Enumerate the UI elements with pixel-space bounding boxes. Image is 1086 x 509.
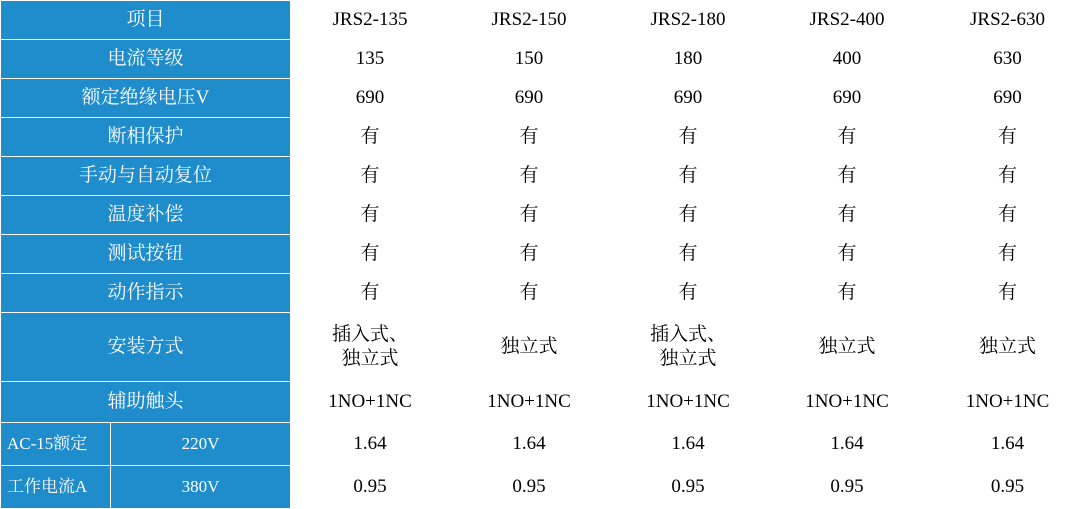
table-row [1, 118, 1086, 157]
cell-value: 有 [768, 274, 927, 313]
cell-value: 1NO+1NC [927, 382, 1086, 423]
cell-value: 150 [450, 40, 609, 79]
cell-value-installation [768, 313, 927, 382]
table-row-aux-contacts [1, 382, 1086, 423]
cell-value: 690 [291, 79, 450, 118]
cell-value: 有 [609, 196, 768, 235]
cell-value: 有 [291, 157, 450, 196]
cell-value: 有 [609, 274, 768, 313]
row-label-trip-indication: 动作指示 [1, 274, 291, 313]
row-label-rated-insulation-voltage: 额定绝缘电压V [1, 79, 291, 118]
cell-value: 有 [291, 196, 450, 235]
row-label-ac15-220v: 220V [111, 423, 291, 466]
row-label-manual-auto-reset: 手动与自动复位 [1, 157, 291, 196]
row-label-ac15-380v: 380V [111, 466, 291, 509]
cell-value: 690 [450, 79, 609, 118]
cell-line-1: 插入式、 [294, 323, 446, 347]
table-row [1, 40, 1086, 79]
header-model-1: JRS2-150 [450, 1, 609, 40]
table-row [1, 157, 1086, 196]
cell-value-installation [450, 313, 609, 382]
header-item-label: 项目 [1, 1, 291, 40]
cell-line-2: 独立式 [294, 347, 446, 371]
table-row-ac15-220v [1, 423, 1086, 466]
cell-line-1: 独立式 [771, 335, 923, 359]
cell-value: 有 [450, 118, 609, 157]
cell-value: 有 [768, 196, 927, 235]
table-row [1, 235, 1086, 274]
cell-value: 有 [291, 274, 450, 313]
cell-value: 有 [450, 157, 609, 196]
cell-value: 有 [450, 235, 609, 274]
cell-value-installation [291, 313, 450, 382]
cell-value: 0.95 [927, 466, 1086, 509]
cell-value: 1NO+1NC [609, 382, 768, 423]
cell-value: 1NO+1NC [450, 382, 609, 423]
cell-value: 有 [609, 157, 768, 196]
row-label-auxiliary-contacts: 辅助触头 [1, 382, 291, 423]
row-label-ac15-line1: AC-15额定 [1, 423, 111, 466]
header-model-3: JRS2-400 [768, 1, 927, 40]
cell-value: 0.95 [291, 466, 450, 509]
cell-value: 1.64 [927, 423, 1086, 466]
row-label-current-grade: 电流等级 [1, 40, 291, 79]
cell-value: 1.64 [291, 423, 450, 466]
cell-line-2: 独立式 [612, 347, 764, 371]
cell-value: 690 [927, 79, 1086, 118]
cell-value: 有 [450, 196, 609, 235]
cell-value-installation [927, 313, 1086, 382]
cell-value-installation [609, 313, 768, 382]
table-row [1, 79, 1086, 118]
cell-value: 有 [291, 118, 450, 157]
cell-value: 有 [291, 235, 450, 274]
cell-value: 135 [291, 40, 450, 79]
row-label-ac15-line2: 工作电流A [1, 466, 111, 509]
cell-line-1: 独立式 [930, 335, 1085, 359]
header-model-2: JRS2-180 [609, 1, 768, 40]
cell-value: 有 [927, 274, 1086, 313]
cell-value: 有 [768, 157, 927, 196]
cell-line-1: 插入式、 [612, 323, 764, 347]
cell-value: 690 [609, 79, 768, 118]
table-row [1, 274, 1086, 313]
cell-value: 180 [609, 40, 768, 79]
cell-value: 有 [927, 235, 1086, 274]
cell-value: 有 [927, 157, 1086, 196]
cell-value: 1NO+1NC [768, 382, 927, 423]
table-header-row [1, 1, 1086, 40]
table-row-installation [1, 313, 1086, 382]
header-model-0: JRS2-135 [291, 1, 450, 40]
row-label-installation-method: 安装方式 [1, 313, 291, 382]
cell-value: 400 [768, 40, 927, 79]
cell-value: 1NO+1NC [291, 382, 450, 423]
cell-value: 690 [768, 79, 927, 118]
cell-line-1: 独立式 [453, 335, 605, 359]
cell-value: 有 [450, 274, 609, 313]
header-model-4: JRS2-630 [927, 1, 1086, 40]
cell-value: 有 [927, 196, 1086, 235]
cell-value: 有 [609, 118, 768, 157]
cell-value: 有 [927, 118, 1086, 157]
cell-value: 0.95 [609, 466, 768, 509]
cell-value: 有 [609, 235, 768, 274]
cell-value: 有 [768, 235, 927, 274]
table-row [1, 196, 1086, 235]
cell-value: 有 [768, 118, 927, 157]
cell-value: 0.95 [450, 466, 609, 509]
cell-value: 0.95 [768, 466, 927, 509]
row-label-test-button: 测试按钮 [1, 235, 291, 274]
row-label-temperature-compensation: 温度补偿 [1, 196, 291, 235]
table-row-ac15-380v [1, 466, 1086, 509]
cell-value: 630 [927, 40, 1086, 79]
cell-value: 1.64 [768, 423, 927, 466]
cell-value: 1.64 [450, 423, 609, 466]
row-label-phase-failure-protection: 断相保护 [1, 118, 291, 157]
cell-value: 1.64 [609, 423, 768, 466]
